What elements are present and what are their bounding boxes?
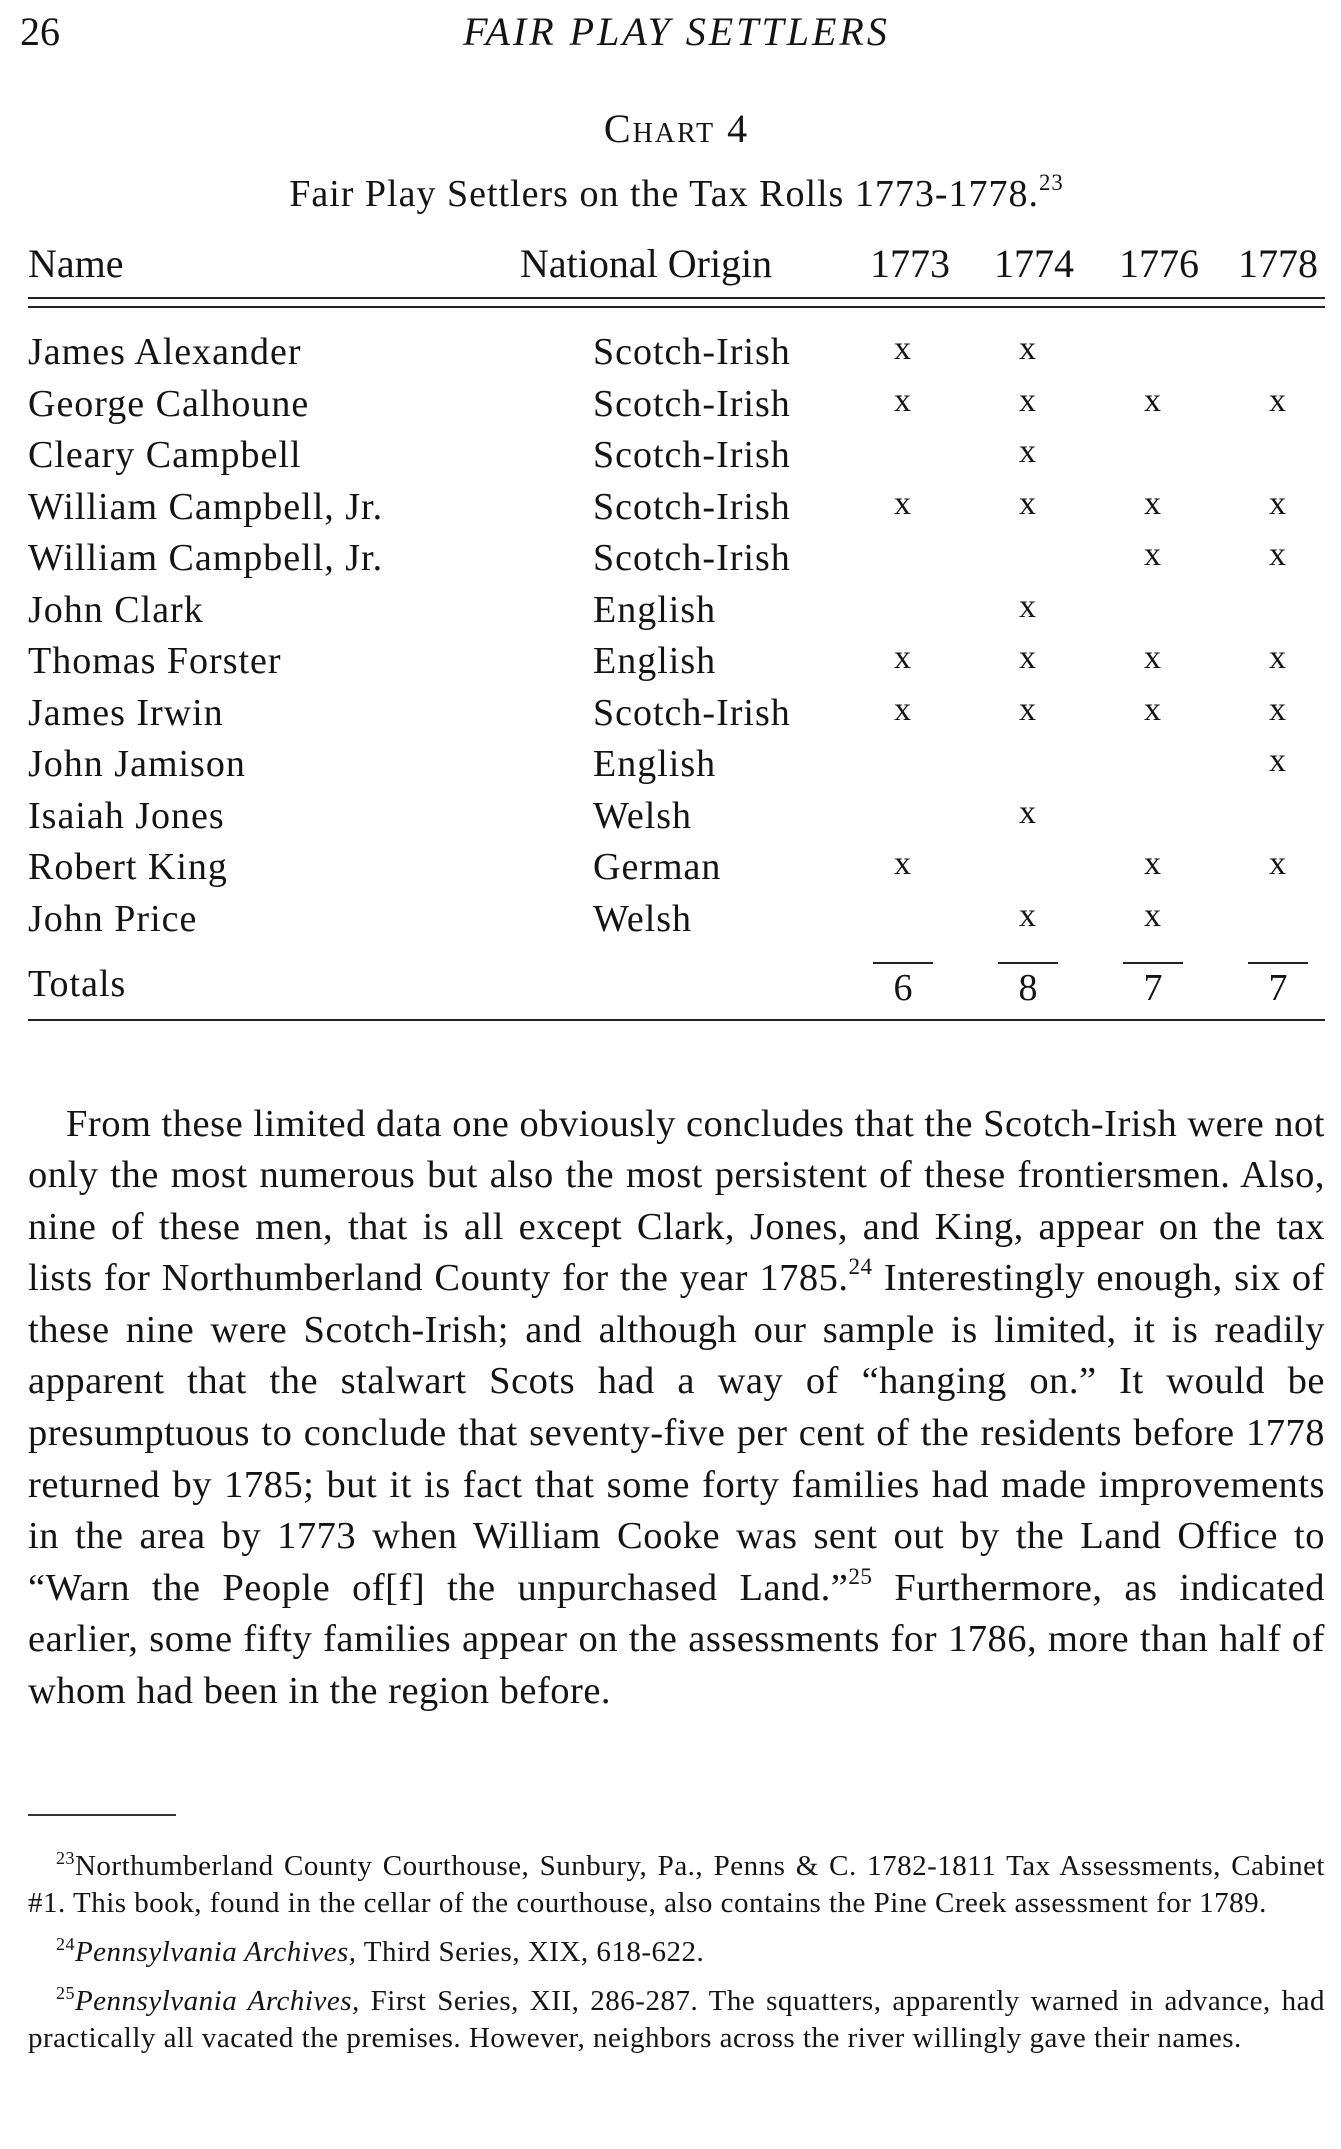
table-row: [28, 639, 1325, 691]
cell-1774: x: [1019, 793, 1037, 831]
body-text-part-2: Interestingly enough, six of these nine were Scotch-Irish; and although our sample is limited, it is readily apparent that the stalwart Scots had a way of “hanging on.” It would be presumptuous to conclude that seventy-five per cent of the residents before 1778 returned by 1785; but it is fact that some forty families had made improvements in the area by 1773 when William Cooke was sent out by the Land Office to “Warn the People of[f] the unpurchased Land.”: [28, 1257, 1325, 1609]
cell-1774: x: [1019, 381, 1037, 419]
cell-1778: x: [1269, 484, 1287, 522]
body-paragraph: [28, 1099, 1325, 1718]
table-row: [28, 330, 1325, 382]
body-text-part-3: Furthermore, as indicated earlier, some fifty families appear on the assessments for 1786, more than half of whom had been in the region before.: [28, 1566, 1325, 1713]
total-1773: 6: [873, 962, 933, 1010]
cell-origin: Scotch-Irish: [593, 331, 791, 373]
cell-1773: x: [894, 330, 912, 367]
table-row: [28, 536, 1325, 588]
total-1778: 7: [1248, 962, 1308, 1010]
body-text-part-1: From these limited data one obviously concludes that the Scotch-Irish were not only the most numerous but also the most persistent of these frontiersmen. Also, nine of these men, that is all except Clark, Jones, and King, appear on the tax lists for Northumberland County for the year 1785.: [28, 1102, 1325, 1300]
footnote-number: 24: [56, 1934, 75, 1955]
cell-name: Thomas Forster: [28, 640, 282, 682]
table-row: [28, 845, 1325, 897]
cell-name: John Jamison: [28, 743, 246, 785]
table-row: [28, 433, 1325, 485]
cell-1774: x: [1019, 484, 1037, 522]
footnote-ref-24: 24: [848, 1253, 873, 1280]
cell-name: John Clark: [28, 588, 204, 631]
cell-1773: x: [894, 381, 912, 419]
header-name: Name: [28, 241, 124, 286]
cell-1776: x: [1144, 484, 1162, 522]
cell-1773: x: [894, 690, 912, 728]
cell-name: William Campbell, Jr.: [28, 537, 384, 579]
table-row: [28, 485, 1325, 537]
footnote-italic: Pennsylvania Archives,: [74, 1985, 360, 2017]
table-row: [28, 382, 1325, 434]
table-row: [28, 897, 1325, 949]
cell-1778: x: [1269, 639, 1287, 676]
footnote-ref-23: 23: [1039, 170, 1064, 196]
cell-name: James Alexander: [28, 331, 302, 373]
footnote-text: Third Series, XIX, 618-622.: [356, 1936, 705, 1968]
cell-origin: Scotch-Irish: [593, 691, 791, 734]
cell-1774: x: [1019, 330, 1037, 367]
footnote-text: First Series, XII, 286-287. The squatters, apparently warned in advance, had practically all vacated the premises. However, neighbors across the river willingly gave their names.: [28, 1985, 1326, 2054]
cell-name: William Campbell, Jr.: [28, 485, 384, 528]
cell-name: James Irwin: [28, 691, 224, 734]
cell-name: Robert King: [28, 846, 228, 888]
cell-origin: English: [593, 588, 717, 631]
cell-1776: x: [1144, 896, 1162, 934]
footnote-23: [28, 1848, 1325, 1922]
cell-origin: German: [593, 846, 722, 888]
total-1774: 8: [998, 962, 1058, 1010]
total-1776: 7: [1123, 962, 1183, 1010]
table-header: [28, 240, 1325, 290]
cell-1774: x: [1019, 690, 1037, 728]
cell-origin: Scotch-Irish: [593, 382, 791, 425]
cell-origin: Scotch-Irish: [593, 485, 791, 528]
cell-1778: x: [1269, 381, 1287, 419]
chart-title-text: Fair Play Settlers on the Tax Rolls 1773-1778.: [289, 173, 1040, 215]
chart-label: Chart 4: [603, 106, 750, 151]
running-head: [20, 8, 1325, 58]
footnote-number: 23: [56, 1848, 75, 1869]
cell-1778: x: [1269, 690, 1287, 728]
header-1773: 1773: [870, 241, 950, 286]
cell-1773: x: [894, 639, 912, 676]
cell-1773: x: [894, 484, 912, 522]
cell-1776: x: [1144, 639, 1162, 676]
cell-origin: Scotch-Irish: [593, 537, 791, 579]
footnote-ref-25: 25: [848, 1562, 873, 1589]
cell-1774: x: [1019, 587, 1037, 625]
page: [20, 0, 1326, 2149]
cell-1778: x: [1269, 536, 1287, 573]
footnote-number: 25: [56, 1983, 75, 2004]
footnote-text: Northumberland County Courthouse, Sunbury, Pa., Penns & C. 1782-1811 Tax Assessments, Cabinet #1. This book, found in the cellar of the courthouse, also contains the Pine Creek assessment for 1789.: [28, 1850, 1325, 1919]
page-number: 26: [20, 9, 60, 54]
cell-1778: x: [1269, 845, 1287, 882]
header-double-rule: [28, 297, 1325, 308]
cell-origin: Welsh: [593, 897, 693, 940]
cell-1776: x: [1144, 536, 1162, 573]
header-origin: National Origin: [520, 241, 773, 286]
cell-origin: English: [593, 743, 717, 785]
cell-1774: x: [1019, 639, 1037, 676]
cell-1773: x: [894, 845, 912, 882]
table-row: [28, 588, 1325, 640]
footnotes: [28, 1848, 1325, 2069]
totals-row: [28, 962, 1325, 1014]
table-row: [28, 742, 1325, 794]
cell-name: Isaiah Jones: [28, 794, 225, 837]
cell-1778: x: [1269, 742, 1287, 779]
footnote-24: [28, 1934, 1325, 1971]
cell-name: George Calhoune: [28, 382, 310, 425]
footnote-25: [28, 1983, 1325, 2057]
header-1778: 1778: [1238, 241, 1318, 286]
table-body: [28, 330, 1325, 948]
running-title: FAIR PLAY SETTLERS: [463, 9, 890, 54]
footnote-italic: Pennsylvania Archives,: [74, 1936, 357, 1968]
footnote-separator: [28, 1814, 176, 1816]
cell-origin: English: [593, 640, 717, 682]
totals-label: Totals: [28, 963, 127, 1005]
chart-title: [28, 172, 1325, 216]
cell-1776: x: [1144, 381, 1162, 419]
header-1774: 1774: [994, 241, 1074, 286]
cell-1774: x: [1019, 433, 1037, 470]
table-row: [28, 794, 1325, 846]
cell-name: Cleary Campbell: [28, 434, 302, 476]
cell-1776: x: [1144, 845, 1162, 882]
header-1776: 1776: [1119, 241, 1199, 286]
cell-origin: Scotch-Irish: [593, 434, 791, 476]
cell-name: John Price: [28, 897, 198, 940]
cell-1774: x: [1019, 896, 1037, 934]
cell-1776: x: [1144, 690, 1162, 728]
cell-origin: Welsh: [593, 794, 693, 837]
table-bottom-rule: [28, 1019, 1325, 1021]
table-row: [28, 691, 1325, 743]
